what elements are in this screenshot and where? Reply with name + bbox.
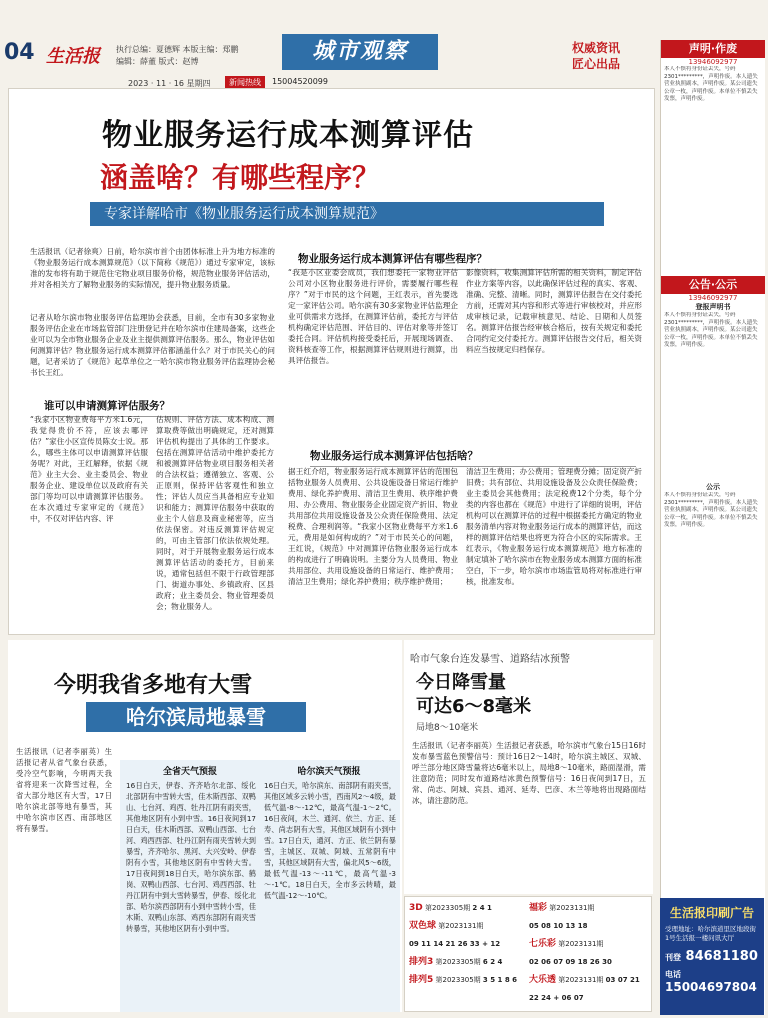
- weather-lead: 生活报讯（记者李丽英）生活报记者从省气象台获悉，受冷空气影响，今明两天我省将迎来一次降雪过程，全省大部分地区有大雪，17日哈尔滨北部等地有暴雪，其中哈尔滨市区西、南部地区将有暴雪。: [16, 747, 112, 833]
- ad-tel-line: [660, 947, 764, 966]
- q1-column-2: 估规则、评估方法、成本构成、测算取费等做出明确规定，还对测算评估机构提出了具体的工作要求。包括在测算评估活动中维护委托方和被测算评估物业项目服务相关者的合法权益；遵循独立、客观、公正原则，保持评估客观性和独立性；评估人员应当具备相应专业知识和能力；测算评估服务中获取的业主个人信息及商业秘密等，应当依法保密。对违反测算评估规定的，可由主管部门依法依规处理。同时，对于开展物业服务运行成本测算评估活动的委托方，目前来说，通常包括但不限于行政管理部门、街道办事处、乡镇政府、区县政府；业主委员会、物业管理委员会；物业服务人。: [156, 415, 274, 611]
- lottery-name: 3D: [409, 903, 423, 913]
- classifieds-notices-1: 本人不慎将身份证丢失，号码2301*********，声明作废。本人遗失营业执照副本，声明作废。某公司遗失公章一枚，声明作废。本单位不慎丢失发票，声明作废。: [664, 66, 758, 102]
- snow-warning-text: 生活报讯（记者李丽英）生活报记者获悉，哈尔滨市气象台15日16时发布暴雪蓝色预警信号：预计16日2～14时，哈尔滨主城区、双城、呼兰部分地区降雪量将达6毫米以上，局地8～10毫米，路面湿滑，需注意防范；同时发布道路结冰黄色预警信号：16日夜间到17日，五常、尚志、阿城、宾县、通河、延寿、巴彦、木兰等地将出现路面结冰，请注意防范。: [412, 741, 646, 805]
- lottery-issue: 第2023305期: [424, 904, 471, 912]
- lottery-row: [529, 953, 647, 971]
- classifieds-subheading-2: 公示: [706, 483, 720, 491]
- classifieds-notices-3: 本人不慎将身份证丢失，号码2301*********，声明作废。本人遗失营业执照副本，声明作废。某公司遗失公章一枚，声明作废。本单位不慎丢失发票，声明作废。: [664, 492, 758, 528]
- q2-column-1: “我是小区业委会成员，我们想委托一家物业评估公司对小区物业服务进行评价，需要履行哪些程序？”对于市民的这个问题，王红表示，首先要选定一家评估公司。哈尔滨有30多家物业评估监理企业可供需求方选择，在测算评估前，委托方与评估机构确定评估范围、评估目的、评估对象等并签订委托合同。评估机构接受委托后，开展现场调查、资料核查等工作，根据测算评估规则进行测算，出具评估报告。: [288, 268, 458, 365]
- lottery-row: [409, 899, 529, 917]
- lottery-numbers: 02 06 07 09 18 26 30: [529, 958, 612, 966]
- article-lead-2: 记者从哈尔滨市物业服务评估监理协会获悉，目前，全市有30多家物业服务评估企业在市场监管部门注册登记并在哈尔滨市住建局备案，这些企业可以为全市物业服务企业及业主提供测算评估服务。那么，物业评估如何测算评估？物业服务运行成本测算评估都涵盖什么？对于市民关心的问题，记者采访了《规范》起草单位之一哈尔滨市物业服务评估监理协会秘书长王红。: [30, 313, 275, 377]
- lottery-row: [529, 971, 647, 1002]
- snow-warning-title-1: 今日降雪量: [416, 672, 506, 693]
- lottery-numbers: 09 11 14 21 26 33 + 12: [409, 940, 501, 948]
- lottery-row: [409, 953, 529, 971]
- lottery-numbers: 03 07 21 22 24 + 06 07: [529, 976, 640, 1002]
- lottery-row: [409, 935, 529, 953]
- q3-column-1: 据王红介绍，物业服务运行成本测算评估的范围包括物业服务人员费用、公共设施设备日常运行维护费用、绿化养护费用、清洁卫生费用、秩序维护费用、办公费用、物业服务企业固定资产折旧、物业共用部位共用设施设备及公众责任保险费用、法定税费、合理利润等。“我家小区物业费每平方米1.6元，费用是如何构成的？”对于市民关心的问题，王红说，《规范》中对测算评估物业服务运行成本的构成进行了明确说明。主要分为人员费用、物业共用部位、共用设施设备的日常运行、维护费用；清洁卫生费用；绿化养护费用；秩序维护费用；: [288, 467, 458, 586]
- article-title-line-1: 物业服务运行成本测算评估: [102, 118, 474, 153]
- snow-warning-subtitle: 局地8～10毫米: [416, 723, 479, 733]
- lottery-row: [409, 917, 529, 935]
- q1-column-1: “我家小区物业费每平方米1.6元，我觉得贵价不符，应该去哪评估？”家住小区宣传员陈女士说。那么，哪些主体可以申请测算评估服务呢？对此，王红解释，依据《规范》业主大会、业主委员会、物业服务企业、建设单位以及政府有关部门等均可以申请测算评估服务。在本次通过专家审定的《规范》中，不仅对评估内容、评: [30, 415, 148, 523]
- dateline: 2023 · 11 · 16 星期四: [128, 79, 211, 88]
- lottery-row: [409, 971, 529, 989]
- editorial-credits: [116, 44, 239, 68]
- q2-heading: 物业服务运行成本测算评估有哪些程序？: [298, 253, 487, 265]
- q1-heading: 谁可以申请测算评估服务？: [44, 400, 170, 412]
- lottery-issue: 第2023131期: [438, 922, 484, 930]
- article-lead: 生活报讯（记者徐爽）日前，哈尔滨市首个由团体标准上升为地方标准的《物业服务运行成本测算规范》（以下简称《规范》）通过专家审定，该标准的发布将有助于规范住宅物业项目服务价格，规范物业服务评估活动，并对各相关方了解物业服务的实际情况，提升物业服务质量。: [30, 247, 275, 289]
- lottery-name: 七乐彩: [529, 939, 557, 949]
- article-title-line-2: 涵盖啥？有哪些程序？: [100, 161, 381, 194]
- paper-logo: 生活报: [46, 46, 100, 67]
- classifieds-phone-1: 13946092977: [688, 58, 738, 66]
- lottery-name: 福彩: [529, 903, 548, 913]
- weather-title-line-2: 哈尔滨局地暴雪: [86, 702, 306, 732]
- credits-line-2: 编辑：薛董 版式：赵博: [116, 57, 199, 66]
- section-banner: 城市观察: [282, 34, 438, 70]
- ad-tel: 84681180: [685, 949, 758, 964]
- slogan-line-2: 匠心出品: [572, 57, 621, 71]
- credits-line-1: 执行总编：夏德辉 本版主编：郑鹏: [116, 45, 239, 54]
- lottery-name: 双色球: [409, 921, 437, 931]
- city-forecast-heading: 哈尔滨天气预报: [297, 767, 361, 777]
- lottery-box: [404, 896, 652, 1012]
- article-subtitle: 专家详解哈市《物业服务运行成本测算规范》: [90, 202, 604, 226]
- lottery-issue: 第2023305期: [435, 958, 481, 966]
- hotline-label: 新闻热线: [225, 76, 265, 89]
- lottery-row: [529, 935, 647, 953]
- lottery-issue: 第2023131期: [558, 940, 604, 948]
- q2-column-2: 影像资料，收集测算评估所需的相关资料，制定评估作业方案等内容，以此确保评估过程的真实、客观、准确、完整、清晰。同时，测算评估报告在交付委托方前，还需对其内容和形式等进行审核校对，并应形成审核记录，记载审核意见、结论、日期和人员签名。测算评估报告经审核合格后，按有关规定和委托合同约定交付委托方。测算评估报告交付后，相关资料应当按规定归档保存。: [466, 268, 642, 354]
- q3-heading: 物业服务运行成本测算评估包括啥？: [310, 450, 478, 462]
- ad-phone-label: 电话: [665, 970, 681, 979]
- lottery-numbers: 6 2 4: [482, 958, 503, 966]
- classifieds-heading-1: 声明·作废: [661, 40, 765, 58]
- lottery-numbers: 2 4 1: [472, 904, 492, 912]
- city-forecast-text: 16日白天，哈尔滨东、南部阴有雨夹雪，其他区域多云转小雪，西南风2～4级，最低气温-8～-12℃，最高气温-1～2℃。16日夜间，木兰、通河、依兰、方正、延寿、尚志阴有大雪，其他区域阴有小到中雪。17日白天，通河、方正、依兰阴有暴雪，主城区、双城、阿城、五常阴有中雪，其他区域阴有大雪，偏北风5～6级，最低气温-13～-11℃，最高气温-3～-1℃。18日白天，全市多云转晴，最低气温-12～-10℃。: [264, 781, 396, 900]
- ad-phone: 15004697804: [665, 980, 757, 994]
- ad-tel-label: 刊登: [665, 953, 681, 962]
- province-forecast-text: 16日白天，伊春、齐齐哈尔北部、绥化北部阴有中雪转大雪，佳木斯西部、双鸭山、七台河、鸡西、牡丹江阴有雨夹雪，其他地区阴有小到中雪。16日夜间到17日白天，佳木斯西部、双鸭山西部、七台河、鸡西西部、牡丹江阴有雨夹雪转大到暴雪，齐齐哈尔、黑河、大兴安岭、伊春阴有小雪，其他地区阴有中雪转大雪。17日夜间到18日白天，哈尔滨东部、鹤岗、双鸭山西部、七台河、鸡西西部、牡丹江阴有中到大雪转暴雪，伊春、绥化北部、哈尔滨西部阴有小到中雪转小雪，佳木斯、双鸭山东部、鸡西东部阴有雨夹雪转暴雪，其他地区阴有小到中雪。: [126, 781, 256, 933]
- q3-heading-box: [310, 444, 636, 467]
- lottery-numbers: 3 5 1 8 6: [482, 976, 518, 984]
- ad-title: 生活报印刷广告: [669, 906, 754, 920]
- snow-warning-kicker: 哈市气象台连发暴雪、道路结冰预警: [410, 654, 570, 665]
- lottery-numbers: 05 08 10 13 18: [529, 922, 588, 930]
- lottery-row: [529, 917, 647, 935]
- classifieds-subheading-1: 登报声明书: [695, 303, 731, 311]
- lottery-issue: 第2023305期: [435, 976, 481, 984]
- lottery-issue: 第2023131期: [558, 976, 604, 984]
- snow-warning-title-2: 可达6～8毫米: [416, 696, 532, 717]
- lottery-issue: 第2023131期: [549, 904, 595, 912]
- lottery-name: 大乐透: [529, 975, 557, 985]
- classifieds-column: [660, 40, 765, 1015]
- slogan: [572, 40, 620, 72]
- classifieds-phone-2: 13946092977: [688, 294, 738, 302]
- ad-address: 受理地址：哈尔滨道里区地段街1号生活报一楼问讯大厅: [665, 925, 756, 942]
- province-forecast-heading: 全省天气预报: [162, 767, 217, 777]
- ad-phone-line: [660, 966, 764, 994]
- page-number: 04: [4, 40, 35, 65]
- lottery-name: 排列5: [409, 975, 434, 985]
- weather-title-line-1: 今明我省多地有大雪: [54, 673, 253, 698]
- hotline-number: 15004520099: [272, 77, 328, 86]
- slogan-line-1: 权威资讯: [572, 41, 621, 55]
- print-ad-block: [660, 898, 764, 1015]
- classifieds-notices-2: 本人不慎将身份证丢失，号码2301*********，声明作废。本人遗失营业执照副本，声明作废。某公司遗失公章一枚，声明作废。本单位不慎丢失发票，声明作废。: [664, 312, 758, 348]
- classifieds-heading-2: 公告·公示: [661, 276, 765, 294]
- q3-column-2: 清洁卫生费用；办公费用；管理费分摊；固定资产折旧费；共有部位、共用设施设备及公众责任保险费；业主委员会其他费用；法定税费12个分类，每个分类的内容也都在《规范》中进行了详细的说明，评估机构可以在测算评估的过程中根据委托方确定的物业服务清单内容对物业服务运行成本的测算评估，而这样的测算评估结果也将更为符合小区的实际需求。王红表示，《物业服务运行成本测算规范》地方标准的制定填补了哈尔滨市在物业服务成本测算方面的标准空白，下一步，哈尔滨市市场监管局将对标准进行审核，批准发布。: [466, 467, 642, 586]
- lottery-row: [529, 899, 647, 917]
- lottery-name: 排列3: [409, 957, 434, 967]
